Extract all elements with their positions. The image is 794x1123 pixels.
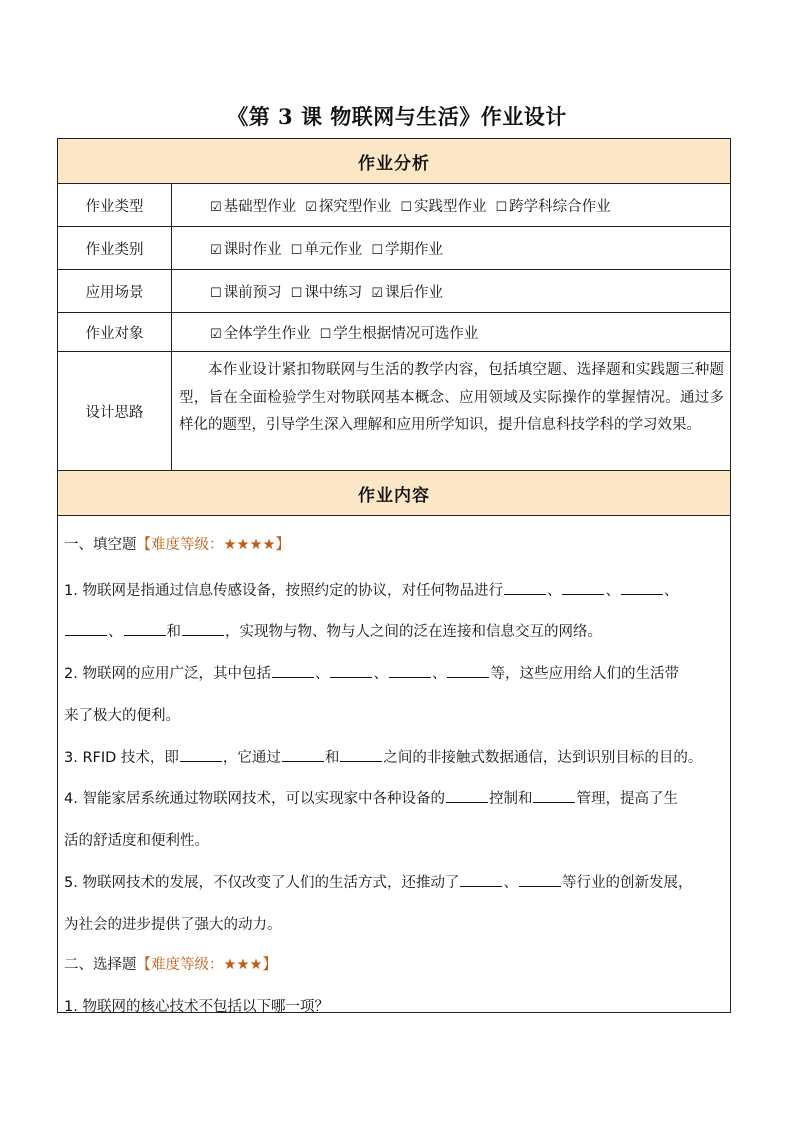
option-label: 跨学科综合作业 [509,198,611,215]
fill-blank [272,664,314,678]
content-line [64,662,724,683]
unchecked-box-icon: ☐ [290,242,303,258]
text-run: 等，这些应用给人们的生活带 [490,666,679,682]
unchecked-box-icon: ☐ [400,199,412,215]
options-cell [172,227,730,269]
fill-blank [180,748,222,762]
checked-box-icon: ☑ [371,285,383,301]
text-run: 、 [314,666,330,682]
text-run: 1. 物联网是指通过信息传感设备，按照约定的协议，对任何物品进行 [64,583,503,599]
option-label: 实践型作业 [413,198,487,215]
content-line [64,913,724,934]
option-label: 课中练习 [304,284,363,301]
option-label: 全体学生作业 [223,325,311,342]
fill-blank [562,581,604,595]
option-label: 基础型作业 [223,198,297,215]
text-run: 、 [431,666,447,682]
checked-box-icon: ☑ [210,242,222,258]
text-run: 活的舒适度和便利性。 [64,833,209,849]
text-run: 、 [663,583,679,599]
checked-box-icon: ☑ [210,326,222,342]
row-label: 设计思路 [58,352,172,470]
content-line [64,746,724,767]
fill-blank [182,622,224,636]
fill-blank [533,789,575,803]
text-run: 、 [503,875,518,891]
option-item [291,238,363,259]
content-line [64,704,724,725]
homework-table [57,138,731,1013]
text-run: 、 [546,583,562,599]
difficulty-label: 【难度等级：★★★】 [136,957,277,973]
option-item [210,281,282,302]
fill-blank [389,664,431,678]
checked-box-icon: ☑ [210,199,222,215]
text-run: ，它通过 [222,750,281,766]
fill-blank [330,664,372,678]
option-label: 单元作业 [304,241,363,258]
content-line [64,533,724,554]
unchecked-box-icon: ☐ [210,285,222,301]
option-label: 学期作业 [384,241,443,258]
text-run: 5. 物联网技术的发展，不仅改变了人们的生活方式，还推动了 [64,875,460,891]
options-cell [172,184,730,226]
option-label: 探究型作业 [318,198,392,215]
text-run: 4. 智能家居系统通过物联网技术，可以实现家中各种设备的 [64,791,445,807]
analysis-row-target [58,313,730,352]
analysis-row-type [58,184,730,227]
content-line [64,829,724,850]
fill-blank [446,789,488,803]
text-run: 控制和 [488,791,533,807]
analysis-row-category [58,227,730,270]
option-item [495,195,610,216]
text-run: 3. RFID 技术，即 [64,750,179,766]
text-run: 之间的非接触式数据通信，达到识别目标的目的。 [383,750,703,766]
design-text: 本作业设计紧扣物联网与生活的教学内容，包括填空题、选择题和实践题三种题型，旨在全面检验学生对物联网基本概念、应用领域及实际操作的掌握情况。通过多样化的题型，引导学生深入理解和应用所学知识，提升信息科技学科的学习效果。 [179,362,724,433]
option-label: 课后作业 [384,284,443,301]
option-item [210,322,311,343]
option-item [291,281,363,302]
text-run: 管理，提高了生 [576,791,678,807]
unchecked-box-icon: ☐ [495,199,508,215]
text-run: 、 [373,666,388,682]
content-line [64,871,724,892]
option-item [210,195,296,216]
options-cell [172,313,730,351]
options-cell [172,270,730,312]
document-title: 《第 3 课 物联网与生活》作业设计 [227,104,567,129]
content-line [64,787,724,808]
fill-blank [519,873,561,887]
fill-blank [282,748,324,762]
text-run: 1. 物联网的核心技术不包括以下哪一项？ [64,999,329,1015]
option-item [400,195,486,216]
row-label: 应用场景 [58,270,172,312]
text-run: 等行业的创新发展， [561,875,693,891]
analysis-heading: 作业分析 [58,139,730,184]
content-line [64,620,724,641]
text-run: 来了极大的便利。 [64,708,180,724]
difficulty-label: 【难度等级：★★★★】 [136,537,290,553]
fill-blank [340,748,382,762]
row-label: 作业类别 [58,227,172,269]
unchecked-box-icon: ☐ [371,242,383,258]
row-label: 作业类型 [58,184,172,226]
option-label: 课前预习 [223,284,282,301]
content-heading: 作业内容 [58,471,730,516]
option-label: 学生根据情况可选作业 [333,325,479,342]
text-run: 2. 物联网的应用广泛，其中包括 [64,666,271,682]
analysis-row-design [58,352,730,471]
fill-blank [124,622,166,636]
text-run: 二、选择题 [64,957,137,973]
text-run: 和 [166,624,181,640]
unchecked-box-icon: ☐ [319,326,332,342]
fill-blank [621,581,663,595]
unchecked-box-icon: ☐ [290,285,303,301]
option-label: 课时作业 [223,241,282,258]
text-run: 、 [108,624,123,640]
fill-blank [504,581,546,595]
text-run: 、 [605,583,620,599]
content-line [64,995,724,1016]
checked-box-icon: ☑ [305,199,317,215]
text-run: 为社会的进步提供了强大的动力。 [64,917,282,933]
text-run: ，实现物与物、物与人之间的泛在连接和信息交互的网络。 [225,624,602,640]
text-run: 一、填空题 [64,537,137,553]
option-item [210,238,282,259]
option-item [305,195,391,216]
analysis-row-scene [58,270,730,313]
row-label: 作业对象 [58,313,172,351]
option-item [371,238,443,259]
content-line [64,953,724,974]
option-item [320,322,479,343]
fill-blank [447,664,489,678]
option-item [371,281,443,302]
text-run: 和 [324,750,340,766]
fill-blank [65,622,107,636]
content-line [64,579,724,600]
fill-blank [460,873,502,887]
